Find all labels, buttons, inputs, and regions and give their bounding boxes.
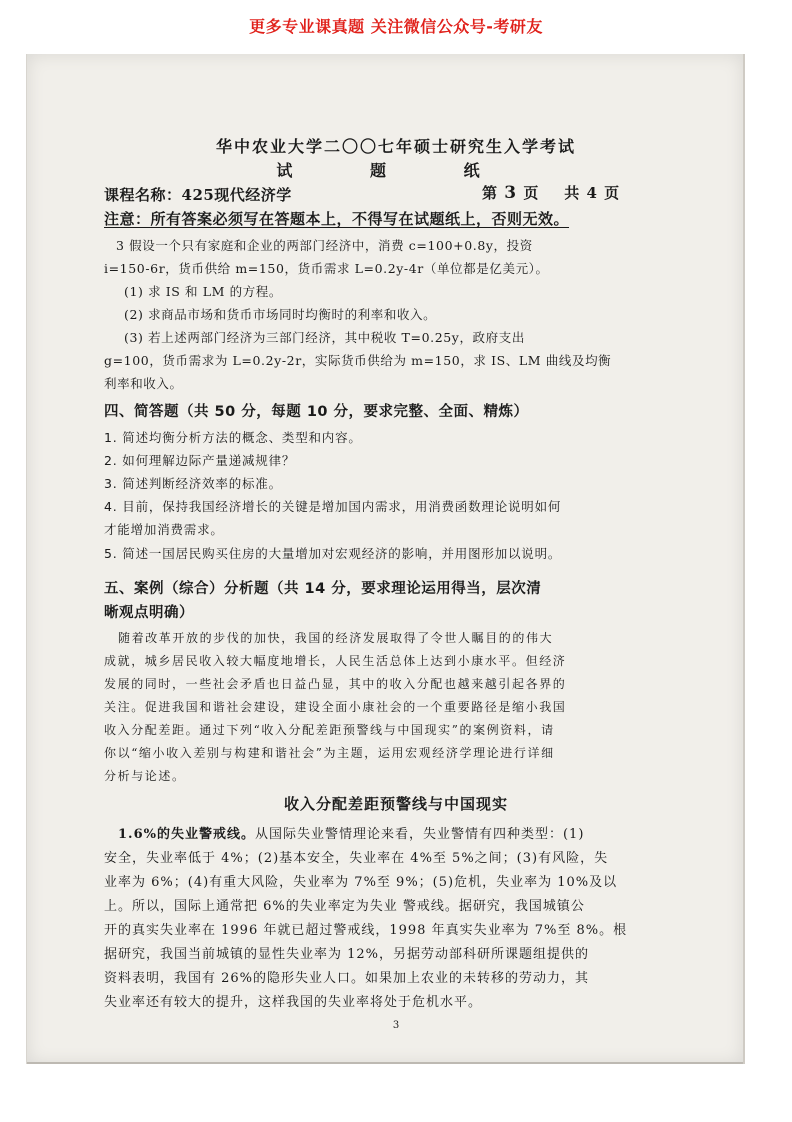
section-4-item: 才能增加消费需求。 (104, 522, 224, 537)
q3-line-6: g=100，货币需求为 L=0.2y-2r，实际货币供给为 m=150，求 IS、LM 曲线及均衡 (104, 353, 612, 368)
case-intro-line: 分析与论述。 (104, 769, 186, 783)
section-4-item: 4. 目前，保持我国经济增长的关键是增加国内需求，用消费函数理论说明如何 (104, 499, 562, 514)
total-pages: 共 4 页 (564, 184, 621, 202)
page-info (482, 182, 620, 203)
page-number: 3 (504, 183, 518, 203)
case-intro-line: 你以“缩小收入差别与构建和谐社会”为主题，运用宏观经济学理论进行详细 (104, 746, 555, 760)
case-intro-line: 收入分配差距。通过下列“收入分配差距预警线与中国现实”的案例资料，请 (104, 723, 555, 737)
q3-line-2: i=150-6r，货币供给 m=150，货币需求 L=0.2y-4r（单位都是亿美元）。 (104, 261, 549, 276)
case-intro-line: 发展的同时，一些社会矛盾也日益凸显，其中的收入分配也越来越引起各界的 (104, 677, 567, 691)
case-title: 收入分配差距预警线与中国现实 (283, 795, 508, 813)
q3-line-4: (2) 求商品市场和货币市场同时均衡时的利率和收入。 (124, 307, 437, 322)
notice (104, 208, 569, 229)
notice-text: 注意：所有答案必须写在答题本上，不得写在试题纸上，否则无效。 (104, 210, 570, 228)
case-body-line: 安全，失业率低于 4%；(2)基本安全，失业率在 4%至 5%之间；(3)有风险，失 (104, 851, 609, 866)
section-4-item: 1. 简述均衡分析方法的概念、类型和内容。 (104, 430, 362, 445)
footer-page-number: 3 (392, 1020, 400, 1031)
course-name: 课程名称：425现代经济学 (104, 186, 292, 204)
section-4-item: 2. 如何理解边际产量递减规律？ (104, 453, 296, 468)
q3-line-7: 利率和收入。 (104, 376, 183, 391)
section-4-item: 3. 简述判断经济效率的标准。 (104, 476, 282, 491)
exam-subtitle: 试 题 纸 (276, 161, 516, 180)
page-edge (27, 1062, 743, 1064)
q3-line-1: 3 假设一个只有家庭和企业的两部门经济中，消费 c=100+0.8y，投资 (116, 238, 533, 253)
case-body-line: 上。所以，国际上通常把 6%的失业率定为失业 警戒线。据研究，我国城镇公 (104, 899, 585, 914)
case-body-line: 业率为 6%；(4)有重大风险，失业率为 7%至 9%；(5)危机，失业率为 10%及以 (104, 875, 618, 890)
page-suffix: 页 (523, 184, 540, 202)
case-body-text: 从国际失业警情理论来看，失业警情有四种类型：(1) (254, 827, 585, 842)
case-body-line: 开的真实失业率在 1996 年就已超过警戒线，1998 年真实失业率为 7%至 8%。根 (104, 923, 628, 938)
case-lead: 1.6%的失业警戒线。 (118, 827, 255, 842)
case-intro-line: 随着改革开放的步伐的加快，我国的经济发展取得了令世人瞩目的的伟大 (118, 631, 554, 645)
section-5-heading-cont: 晰观点明确） (104, 605, 194, 621)
promo-banner: 更多专业课真题 关注微信公众号-考研友 (249, 17, 543, 36)
page-prefix: 第 (482, 184, 499, 202)
section-4-heading: 四、简答题（共 50 分，每题 10 分，要求完整、全面、精炼） (104, 404, 529, 420)
case-body-line: 据研究，我国当前城镇的显性失业率为 12%，另据劳动部科研所课题组提供的 (104, 947, 590, 962)
case-intro-line: 成就，城乡居民收入较大幅度地增长，人民生活总体上达到小康水平。但经济 (104, 654, 567, 668)
case-body-line-1 (118, 823, 584, 842)
section-4-item: 5. 简述一国居民购买住房的大量增加对宏观经济的影响，并用图形加以说明。 (104, 546, 562, 561)
case-body-line: 失业率还有较大的提升，这样我国的失业率将处于危机水平。 (104, 995, 483, 1010)
q3-line-5: (3) 若上述两部门经济为三部门经济，其中税收 T=0.25y，政府支出 (124, 330, 525, 345)
case-intro-line: 关注。促进我国和谐社会建设，建设全面小康社会的一个重要路径是缩小我国 (104, 700, 567, 714)
section-5-heading: 五、案例（综合）分析题（共 14 分，要求理论运用得当，层次清 (104, 581, 542, 597)
q3-line-3: (1) 求 IS 和 LM 的方程。 (124, 284, 282, 299)
case-body-line: 资料表明，我国有 26%的隐形失业人口。如果加上农业的未转移的劳动力，其 (104, 971, 590, 986)
exam-title: 华中农业大学二〇〇七年硕士研究生入学考试 (215, 137, 576, 156)
